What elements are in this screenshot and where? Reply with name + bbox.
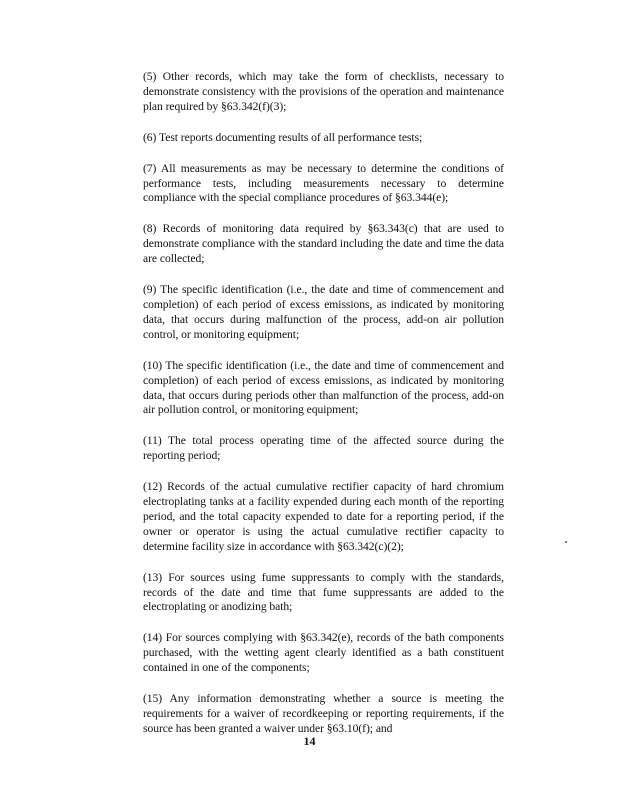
document-body <box>143 70 504 753</box>
paragraph-12: (12) Records of the actual cumulative rectifier capacity of hard chromium electroplating tanks at a facility expended during each month of the reporting period, and the total capacity expended to date for a reporting period, if the owner or operator is using the actual cumulative rectifier capacity to determine facility size in accordance with §63.342(c)(2); <box>143 480 504 553</box>
scan-speck <box>565 541 567 543</box>
paragraph-5: (5) Other records, which may take the form of checklists, necessary to demonstrate consistency with the provisions of the operation and maintenance plan required by §63.342(f)(3); <box>143 70 504 113</box>
paragraph-10: (10) The specific identification (i.e., the date and time of commencement and completion) of each period of excess emissions, as indicated by monitoring data, that occurs during periods other than malfunction of the process, add-on air pollution control, or monitoring equipment; <box>143 358 504 417</box>
paragraph-8: (8) Records of monitoring data required by §63.343(c) that are used to demonstrate compliance with the standard including the date and time the data are collected; <box>143 222 504 266</box>
paragraph-14: (14) For sources complying with §63.342(e), records of the bath components purchased, with the wetting agent clearly identified as a bath constituent contained in one of the components; <box>143 631 504 675</box>
paragraph-13: (13) For sources using fume suppressants to comply with the standards, records of the date and time that fume suppressants are added to the electroplating or anodizing bath; <box>143 570 504 614</box>
paragraph-9: (9) The specific identification (i.e., the date and time of commencement and completion) of each period of excess emissions, as indicated by monitoring data, that occurs during malfunction of the process, add-on air pollution control, or monitoring equipment; <box>143 283 504 341</box>
paragraph-6: (6) Test reports documenting results of all performance tests; <box>143 130 423 144</box>
paragraph-11: (11) The total process operating time of the affected source during the reporting period; <box>143 434 504 463</box>
page-number: 14 <box>303 734 316 748</box>
paragraph-15: (15) Any information demonstrating whether a source is meeting the requirements for a waiver of recordkeeping or reporting requirements, if the source has been granted a waiver under §63.10(f); and <box>143 692 504 735</box>
paragraph-7: (7) All measurements as may be necessary to determine the conditions of performance tests, including measurements necessary to determine compliance with the special compliance procedures of §63.344(e); <box>143 161 504 205</box>
